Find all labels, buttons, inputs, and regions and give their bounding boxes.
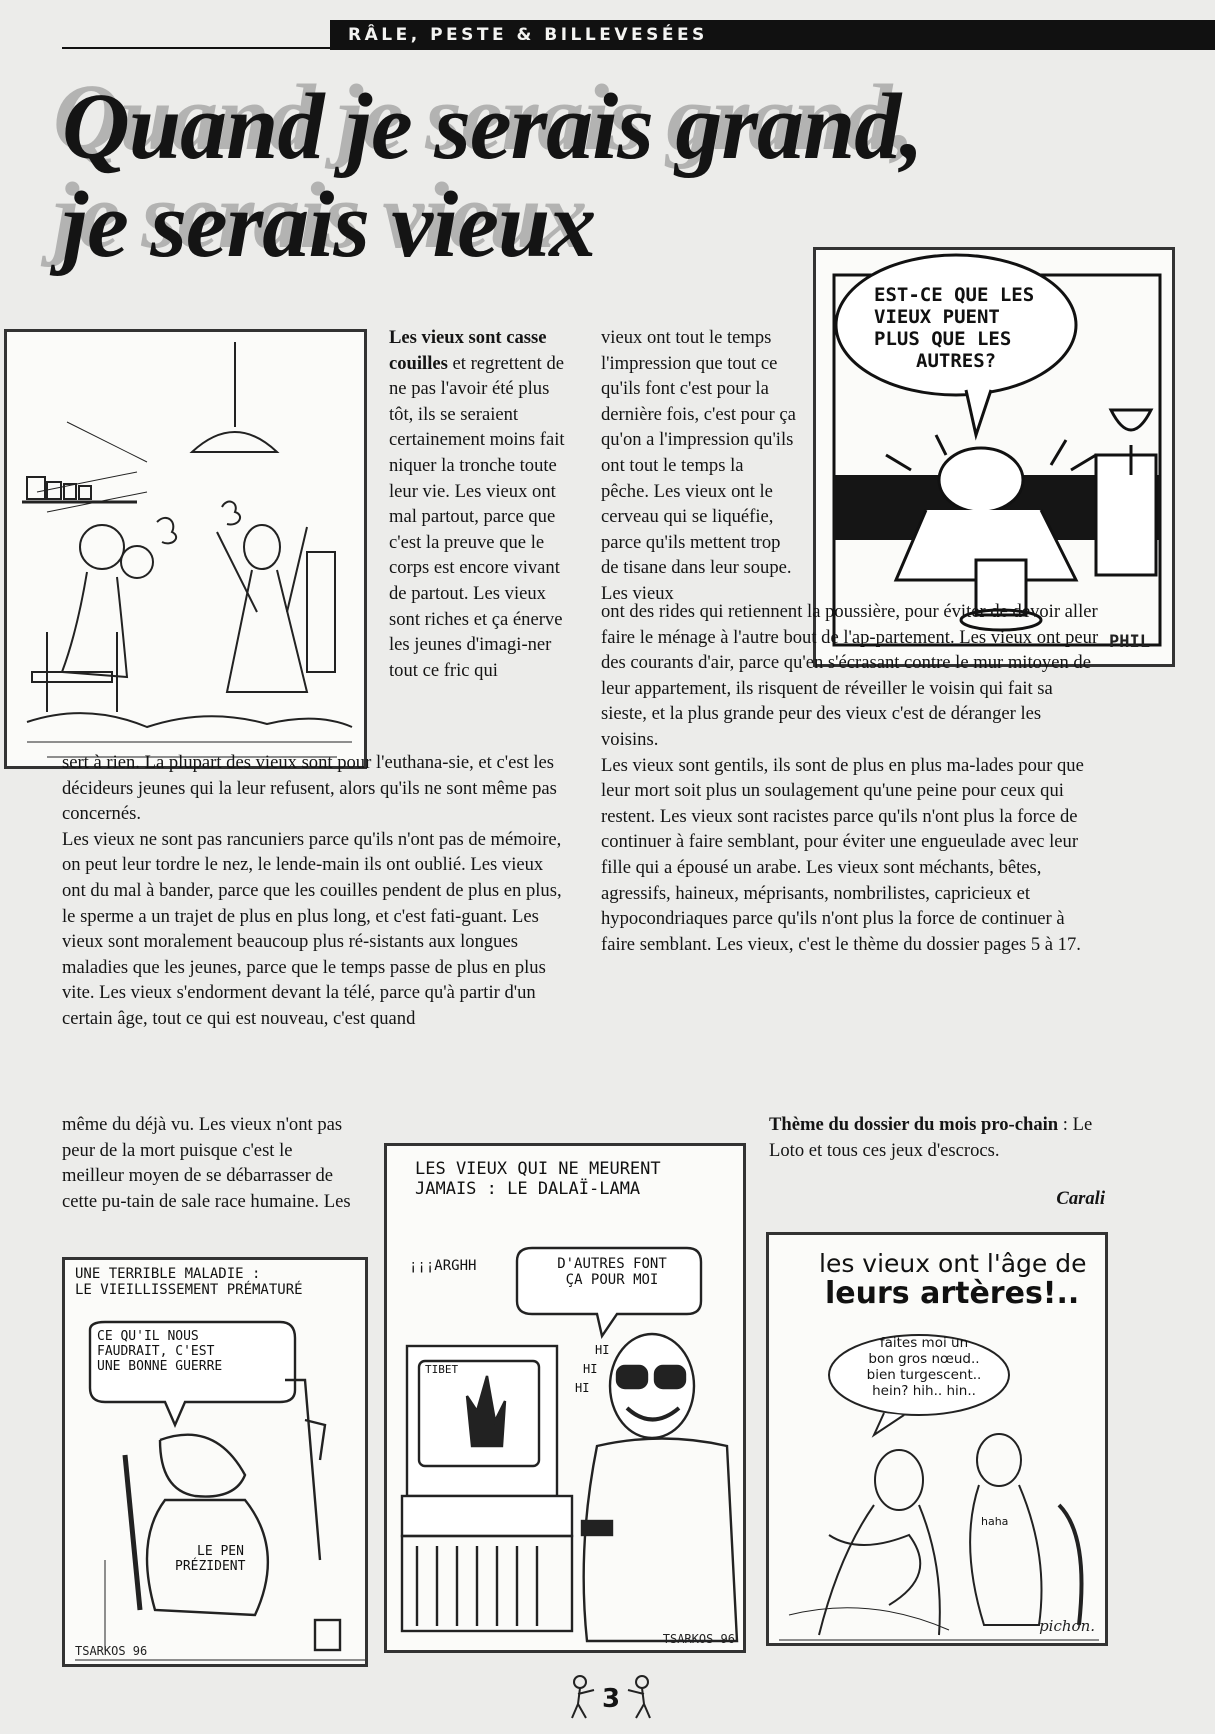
cartoon-pipe-smokers: [4, 329, 367, 769]
maladie-shirt-line-2: PRÉZIDENT: [175, 1558, 246, 1574]
author-signature: Carali: [1056, 1188, 1105, 1209]
arteres-caption: [819, 1249, 1099, 1309]
maladie-bubble-line-1: CE QU'IL NOUS: [97, 1329, 199, 1344]
article-left-paragraph-1: sert à rien. La plupart des vieux sont pour l'euthana-sie, et c'est les décideurs jeunes qui la leur refusent, alors qu'ils ne sont même pas concernés.: [62, 752, 557, 825]
page-folio: [566, 1672, 656, 1722]
headline: [62, 75, 1162, 277]
teaser-heading: Thème du dossier du mois pro-chain: [769, 1114, 1059, 1135]
page-number: 3: [602, 1684, 621, 1714]
arteres-aside: haha: [981, 1515, 1009, 1528]
maladie-shirt-line-1: LE PEN: [197, 1544, 244, 1559]
article-left-tail: même du déjà vu. Les vieux n'ont pas peur de la mort puisque c'est le meilleur moyen de se débarrasser de cette pu-tain de sale race humaine. Les: [62, 1114, 351, 1212]
article-right-paragraph-1: ont des rides qui retiennent la poussière, pour éviter de devoir aller faire le ménage à l'autre bout de l'ap-partement. Les vieux ont peur des courants d'air, parce qu'en s'écrasant contre le mur mitoyen de leur appartement, ils risquent de réveiller le voisin qui fait sa sieste, et la plus grande peur des vieux c'est de déranger les voisins.: [601, 601, 1099, 750]
cartoon-dalai-lama: [384, 1143, 746, 1653]
article-column-narrow-text: et regrettent de ne pas l'avoir été plus tôt, ils se seraient certainement moins fait niquer la tronche toute leur vie. Les vieux ont mal partout, parce que c'est la preuve que le corps est encore vivant de partout. Les vieux sont riches et ça énerve les jeunes d'imagi-ner tout ce fric qui: [389, 352, 565, 681]
dalai-caption-line-2: JAMAIS : LE DALAÏ-LAMA: [415, 1178, 641, 1199]
article-lead: Les vieux sont casse couilles: [389, 327, 547, 374]
maladie-caption-line-1: UNE TERRIBLE MALADIE :: [75, 1266, 261, 1282]
phil-speech-bubble: [874, 285, 1054, 372]
dalai-tv-label: TIBET: [425, 1363, 459, 1376]
article-left-block: [62, 750, 562, 1032]
arteres-bubble-line-3: bien turgescent..: [866, 1367, 982, 1383]
dalai-laugh-3: HI: [575, 1381, 590, 1395]
maladie-speech-bubble: [97, 1330, 292, 1375]
phil-signature: PHIL: [1109, 632, 1150, 652]
arteres-speech-bubble: [839, 1335, 1009, 1399]
section-rubric: RÂLE, PESTE & BILLEVESÉES: [330, 20, 1215, 50]
teaser-text: : Le Loto et tous ces jeux d'escrocs.: [769, 1114, 1093, 1161]
dalai-bubble-line-1: D'AUTRES FONT: [557, 1256, 667, 1272]
dalai-lama-illustration: [387, 1146, 746, 1653]
headline-line-2: je serais vieux: [62, 173, 596, 277]
maladie-caption-line-2: LE VIEILLISSEMENT PRÉMATURÉ: [75, 1282, 303, 1299]
article-right-paragraph-2: Les vieux sont gentils, ils sont de plus en plus ma-lades pour que leur mort soit plus un soulagement qu'une peine pour ceux qui restent. Les vieux sont racistes parce qu'ils n'ont plus la force de continuer à faire semblant, pour éviter une engueulade avec leur fille qui a épousé un arabe. Les vieux sont méchants, bêtes, agressifs, haineux, méprisants, nombrilistes, capricieux et hypocondriaques parce qu'ils n'ont plus la force de continuer à faire semblant. Les vieux, c'est le thème du dossier pages 5 à 17.: [601, 754, 1084, 955]
headline-line-1: Quand je serais grand,: [62, 75, 923, 179]
dalai-laugh-2: HI: [583, 1362, 598, 1376]
article-right-block: [601, 599, 1101, 957]
phil-bubble-line-4: AUTRES?: [916, 349, 997, 372]
maladie-bubble-line-2: FAUDRAIT, C'EST: [97, 1343, 215, 1359]
phil-bubble-line-3: PLUS QUE LES: [874, 327, 1012, 350]
arteres-signature: pichon.: [1039, 1617, 1095, 1635]
maladie-caption: [75, 1266, 365, 1298]
arteres-caption-line-1: les vieux ont l'âge de: [819, 1249, 1087, 1278]
dalai-caption: [415, 1160, 735, 1199]
arteres-bubble-line-4: hein? hih.. hin..: [872, 1383, 976, 1399]
article-column-middle: vieux ont tout le temps l'impression que tout ce qu'ils font c'est pour la dernière fois, c'est pour ça qu'on a l'impression qu'ils ont tout le temps la pêche. Les vieux ont le cerveau qui se liquéfie, parce qu'ils mettent trop de tisane dans leur soupe. Les vieux: [601, 327, 796, 604]
article-left-paragraph-2: Les vieux ne sont pas rancuniers parce qu'ils n'ont pas de mémoire, on peut leur tordre le nez, le lende-main ils ont oublié. Les vieux ont du mal à bander, parce que les couilles pendent de plus en plus, le sperme a un trajet de plus en plus long, et c'est fati-guant. Les vieux sont moralement beaucoup plus ré-sistants aux longues maladies que les jeunes, parce que le temps passe de plus en plus vite. Les vieux s'endorment devant la télé, parce qu'à partir d'un certain âge, tout ce qui est nouveau, c'est quand: [62, 828, 562, 1029]
maladie-bubble-line-3: UNE BONNE GUERRE: [97, 1358, 223, 1374]
pipe-smokers-illustration: [7, 332, 367, 769]
phil-bubble-line-1: EST-CE QUE LES: [874, 284, 1035, 306]
arteres-bubble-line-1: faites moi un: [879, 1335, 969, 1351]
dalai-bubble-line-2: ÇA POUR MOI: [565, 1272, 659, 1289]
phil-bubble-line-2: VIEUX PUENT: [874, 305, 1000, 328]
dalai-caption-line-1: LES VIEUX QUI NE MEURENT: [415, 1159, 661, 1179]
maladie-shirt-text: [175, 1545, 295, 1575]
article-column-narrow: [389, 325, 575, 683]
dalai-laugh-1: HI: [595, 1343, 610, 1357]
dalai-shout: ¡¡¡ARGHH: [409, 1258, 477, 1274]
maladie-illustration: [65, 1260, 368, 1667]
arteres-caption-line-2: leurs artères!..: [825, 1276, 1080, 1311]
cartoon-arteres: [766, 1232, 1108, 1646]
dalai-speech-bubble: [537, 1256, 687, 1288]
dalai-signature: TSARKOS 96: [662, 1632, 735, 1646]
next-dossier-teaser: [769, 1112, 1104, 1163]
arteres-bubble-line-2: bon gros nœud..: [868, 1351, 980, 1367]
cartoon-maladie: [62, 1257, 368, 1667]
maladie-signature: TSARKOS 96: [75, 1644, 148, 1658]
